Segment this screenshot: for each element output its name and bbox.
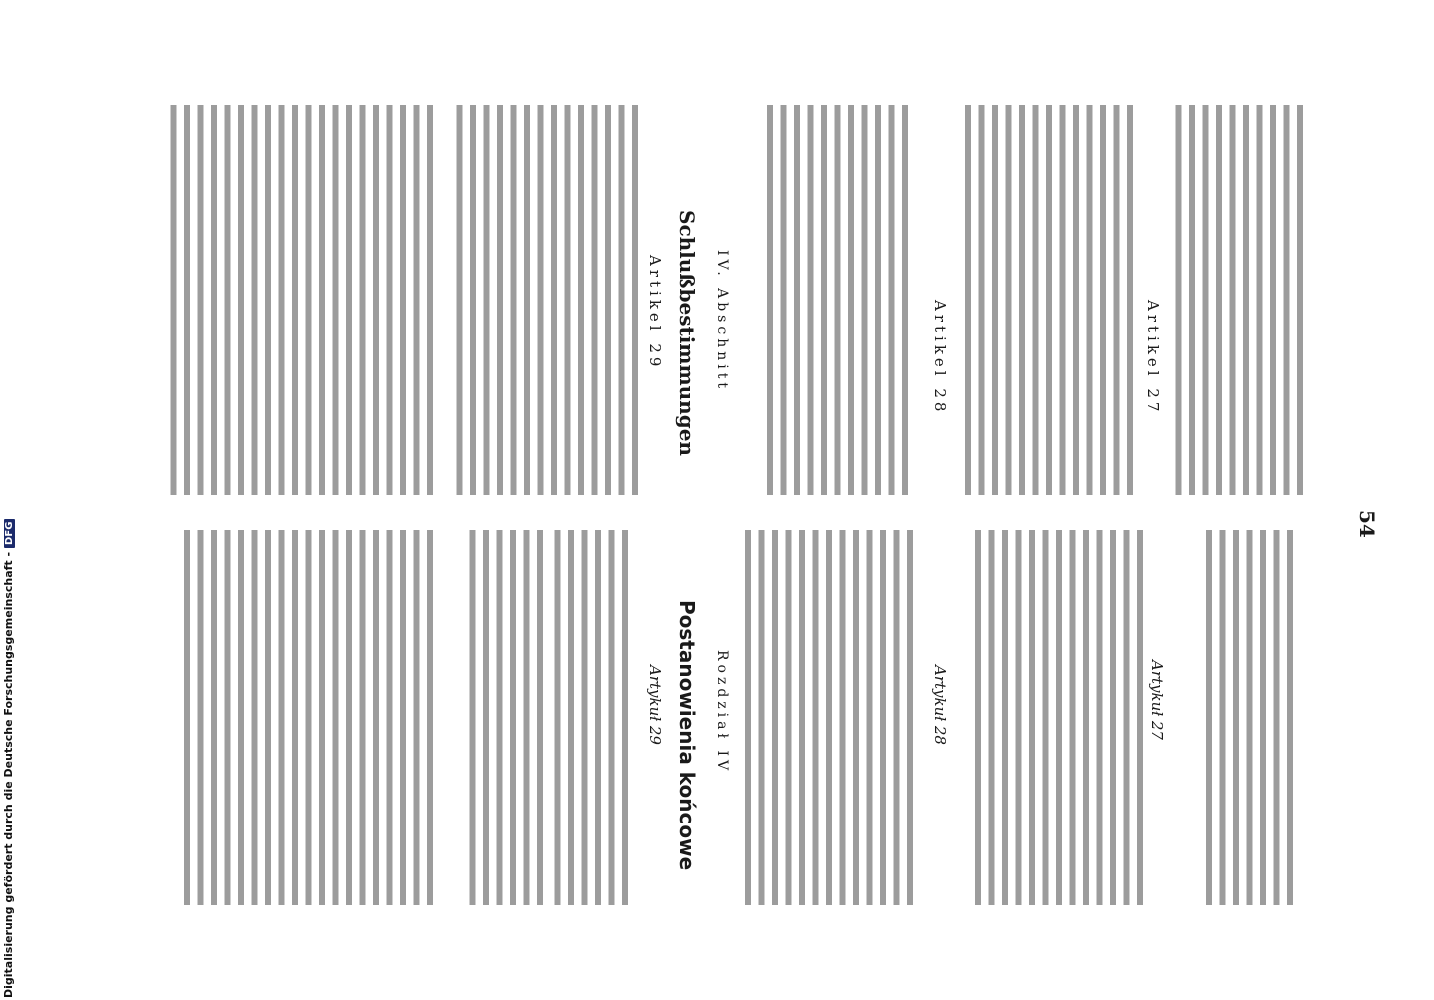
dfg-logo: DFG [4, 519, 15, 548]
artykul-29-heading: Artykuł 29 [646, 665, 664, 745]
artikel-27-heading: Artikel 27 [1144, 300, 1162, 416]
abschnitt-title: Schlußbestimmungen [675, 210, 699, 456]
digitization-credit [2, 521, 15, 998]
artikel-28-heading: Artikel 28 [931, 300, 949, 416]
abschnitt-heading: IV. Abschnitt [714, 250, 730, 392]
artykul-27-heading: Artykuł 27 [1148, 660, 1166, 740]
artikel-29-heading: Artikel 29 [646, 255, 664, 371]
text-columns [174, 105, 1301, 905]
rozdzial-heading: Rozdział IV [714, 650, 730, 775]
artykul-28-heading: Artykuł 28 [931, 665, 949, 745]
page-number: 54 [1355, 510, 1379, 538]
credit-text: Digitalisierung gefördert durch die Deutsche Forschungsgemeinschaft - [2, 551, 15, 998]
rozdzial-title: Postanowienia końcowe [675, 600, 699, 871]
